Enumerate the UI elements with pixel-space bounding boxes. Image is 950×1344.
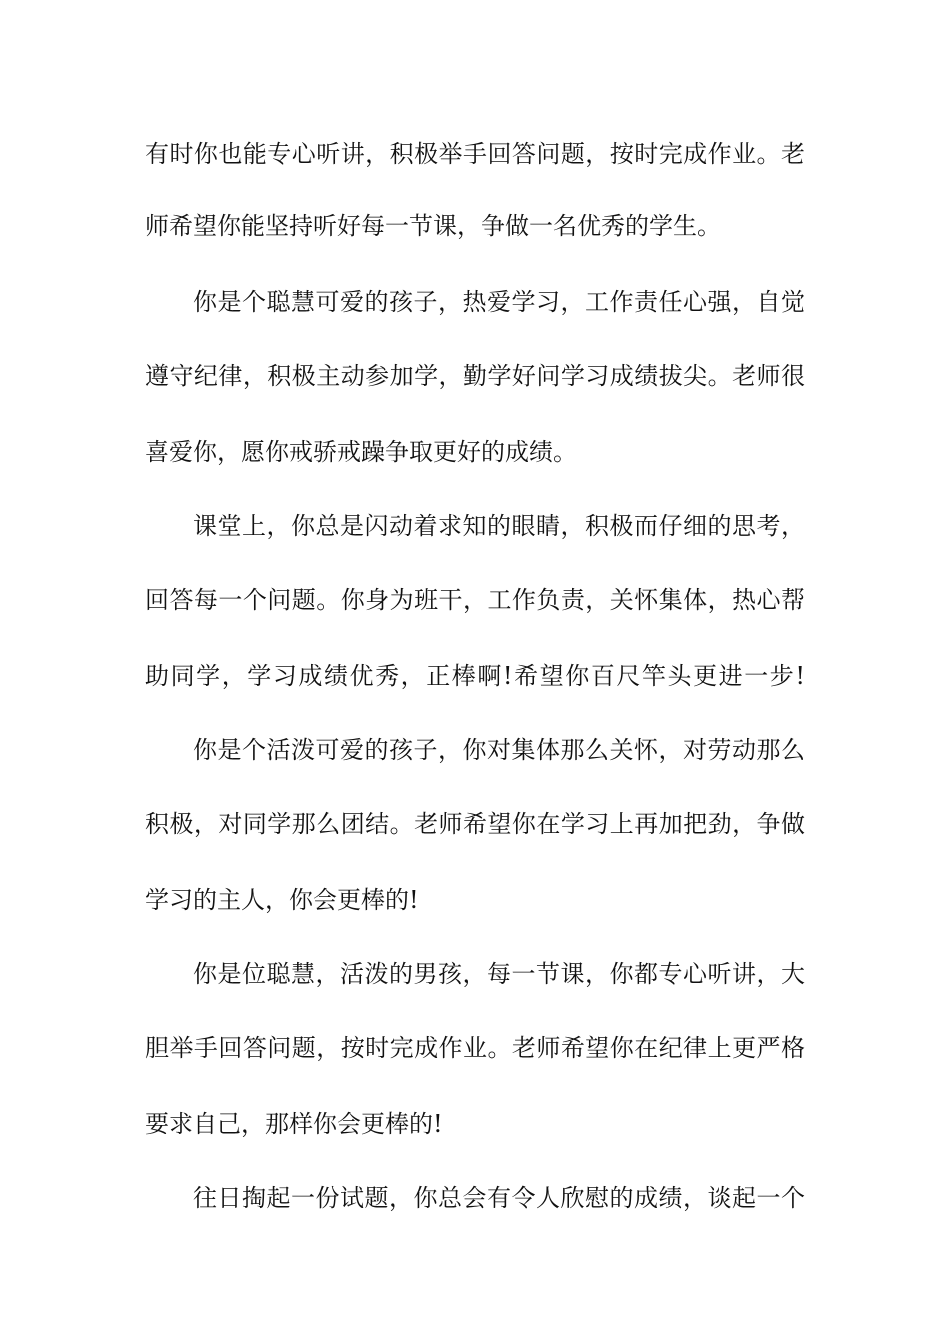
text-line: 往日掏起一份试题，你总会有令人欣慰的成绩，谈起一个	[193, 1184, 805, 1212]
text-line: 胆举手回答问题，按时完成作业。老师希望你在纪律上更严格	[145, 1034, 805, 1062]
text-line: 喜爱你，愿你戒骄戒躁争取更好的成绩。	[145, 438, 577, 466]
text-line: 师希望你能坚持听好每一节课，争做一名优秀的学生。	[145, 212, 721, 240]
text-line: 助同学，学习成绩优秀，正棒啊!希望你百尺竿头更进一步!	[145, 662, 805, 690]
text-line: 你是个聪慧可爱的孩子，热爱学习，工作责任心强，自觉	[193, 288, 805, 316]
text-line: 你是位聪慧，活泼的男孩，每一节课，你都专心听讲，大	[193, 960, 805, 988]
text-line: 有时你也能专心听讲，积极举手回答问题，按时完成作业。老	[145, 140, 805, 168]
text-line: 你是个活泼可爱的孩子，你对集体那么关怀，对劳动那么	[193, 736, 805, 764]
text-line: 积极，对同学那么团结。老师希望你在学习上再加把劲，争做	[145, 810, 805, 838]
text-line: 要求自己，那样你会更棒的!	[145, 1110, 443, 1138]
text-line: 回答每一个问题。你身为班干，工作负责，关怀集体，热心帮	[145, 586, 805, 614]
text-line: 课堂上，你总是闪动着求知的眼睛，积极而仔细的思考，	[193, 512, 805, 540]
text-line: 遵守纪律，积极主动参加学，勤学好问学习成绩拔尖。老师很	[145, 362, 805, 390]
text-line: 学习的主人，你会更棒的!	[145, 886, 419, 914]
